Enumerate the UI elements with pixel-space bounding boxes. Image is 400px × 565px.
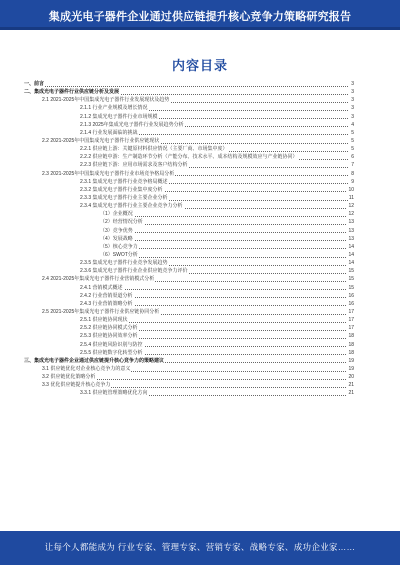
toc-page-number: 13 (348, 227, 354, 234)
toc-page-number: 3 (351, 105, 354, 112)
toc-entry[interactable] (24, 194, 354, 202)
toc-entry[interactable] (24, 113, 354, 121)
toc-entry[interactable] (24, 284, 354, 292)
toc-entry[interactable] (24, 349, 354, 357)
toc-entry-text: 2.2 2021-2025年中国集成光电子器件行业供应链现状 (42, 137, 160, 144)
toc-entry-text: 2.3.1 集成光电子器件行业竞争格局概述 (80, 178, 168, 185)
toc-page-number: 3 (351, 97, 354, 104)
toc-entry[interactable] (24, 292, 354, 300)
toc-entry[interactable] (24, 104, 354, 112)
toc-entry-text: 3.3 优化供应链提升核心竞争力 (42, 382, 111, 389)
toc-entry[interactable] (24, 308, 354, 316)
toc-page-number: 12 (348, 211, 354, 218)
toc-entry-text: 2.3.3 集成光电子器件行业主要企业分析 (80, 194, 168, 201)
toc-entry[interactable] (24, 153, 354, 161)
toc-page-number: 3 (351, 81, 354, 87)
toc-entry[interactable] (24, 341, 354, 349)
toc-entry[interactable] (24, 259, 354, 267)
toc-entry-text: 2.5.5 供应链数字化转型分析 (80, 349, 143, 356)
toc-entry[interactable] (24, 88, 354, 96)
toc-entry-text: 2.3 2021-2025年中国集成光电子器件行业市场竞争格局分析 (42, 170, 175, 177)
toc-entry-text: 2.3.5 集成光电子器件行业竞争发展趋势 (80, 260, 168, 267)
toc-page-number: 14 (348, 243, 354, 250)
toc-page-number: 4 (351, 121, 354, 128)
toc-entry-text: 2.3.2 集成光电子器件行业集中度分析 (80, 186, 163, 193)
toc-page-number: 15 (348, 276, 354, 283)
toc-entry[interactable] (24, 267, 354, 275)
toc-page-number: 17 (348, 308, 354, 315)
toc-entry-text: 3.3.1 供应链管理策略优化方向 (80, 390, 148, 397)
toc-page-number: 5 (351, 137, 354, 144)
toc-page-number: 17 (348, 325, 354, 332)
toc-page-number: 6 (351, 154, 354, 161)
toc-entry-text: （5）核心竞争力 (100, 243, 138, 250)
toc-entry-text: （6）SWOT分析 (100, 251, 138, 258)
toc-entry[interactable] (24, 227, 354, 235)
toc-entry[interactable] (24, 80, 354, 88)
toc-entry[interactable] (24, 96, 354, 104)
toc-page-number: 5 (351, 129, 354, 136)
toc-entry-text: 2.4.1 营销模式概述 (80, 284, 123, 291)
toc-entry[interactable] (24, 316, 354, 324)
toc-entry-text: 2.1.4 行业发展面临的挑战 (80, 129, 138, 136)
toc-entry[interactable] (24, 145, 354, 153)
toc-entry-text: 2.1.3 2025年集成光电子器件行业发展趋势分析 (80, 121, 184, 128)
toc-page-number: 18 (348, 349, 354, 356)
toc-entry-text: 三、集成光电子器件企业通过供应链提升核心竞争力的策略建议 (24, 357, 165, 364)
toc-entry-text: 2.5.1 供应链协同现状 (80, 317, 128, 324)
toc-entry-text: 2.4.3 行业营销策略分析 (80, 300, 133, 307)
toc-entry[interactable] (24, 161, 354, 169)
toc-entry-text: 2.4 2021-2025年集成光电子器件行业营销模式分析 (42, 276, 155, 283)
toc-entry[interactable] (24, 300, 354, 308)
header-bar (0, 0, 400, 30)
toc-entry-text: （2）经营情况分析 (100, 219, 143, 226)
toc-entry[interactable] (24, 210, 354, 218)
toc-entry-text: 2.2.2 供应链中游：生产制造环节分析（产能分布、技术水平、成本结构及规模效应与产业链协同） (80, 154, 298, 161)
footer-slogan: 让每个人都能成为 行业专家、管理专家、营销专家、战略专家、成功企业家…… (44, 542, 356, 552)
toc-entry-text: 一、前言 (24, 81, 45, 87)
toc-entry[interactable] (24, 218, 354, 226)
toc-page-number: 17 (348, 317, 354, 324)
toc-page-number: 15 (348, 268, 354, 275)
toc-entry-text: 2.1.1 行业产业规模及增长情况 (80, 105, 148, 112)
toc-entry-text: 2.5.4 供应链风险识别与防控 (80, 341, 143, 348)
toc-page-number: 14 (348, 251, 354, 258)
toc-page-number: 18 (348, 341, 354, 348)
toc-page-number: 13 (348, 219, 354, 226)
toc-entry[interactable] (24, 373, 354, 381)
toc-page-number: 7 (351, 162, 354, 169)
table-of-contents (24, 80, 354, 397)
toc-entry[interactable] (24, 178, 354, 186)
toc-entry-text: 2.3.4 集成光电子器件行业主要企业竞争力分析 (80, 203, 183, 210)
toc-entry[interactable] (24, 243, 354, 251)
toc-page-number: 9 (351, 178, 354, 185)
toc-page-number: 13 (348, 235, 354, 242)
toc-entry-text: 2.1 2021-2025年中国集成光电子器件行业发展现状及趋势 (42, 97, 170, 104)
toc-entry[interactable] (24, 170, 354, 178)
toc-entry[interactable] (24, 129, 354, 137)
dot-leader (100, 232, 348, 233)
toc-page-number: 19 (348, 365, 354, 372)
toc-entry[interactable] (24, 235, 354, 243)
toc-entry[interactable] (24, 202, 354, 210)
toc-entry-text: 2.5.2 供应链协同模式分析 (80, 325, 138, 332)
toc-entry-text: （1）企业概况 (100, 211, 133, 218)
toc-page-number: 14 (348, 260, 354, 267)
toc-entry[interactable] (24, 324, 354, 332)
footer-bar (0, 531, 400, 565)
toc-page-number: 18 (348, 333, 354, 340)
toc-page-number: 5 (351, 146, 354, 153)
toc-page-number: 8 (351, 170, 354, 177)
toc-entry[interactable] (24, 332, 354, 340)
dot-leader (24, 86, 348, 87)
toc-entry[interactable] (24, 389, 354, 397)
toc-page-number: 10 (348, 186, 354, 193)
toc-entry-text: 2.2.3 供应链下游：应用市场需求及客户结构分析 (80, 162, 188, 169)
toc-page-number: 21 (348, 390, 354, 397)
dot-leader (100, 240, 348, 241)
dot-leader (100, 216, 348, 217)
toc-entry-text: 2.3.6 集成光电子器件行业企业供应链竞争力评价 (80, 268, 188, 275)
toc-entry-text: （4）发展战略 (100, 235, 133, 242)
toc-page-number: 3 (351, 89, 354, 96)
toc-entry[interactable] (24, 275, 354, 283)
toc-page-number: 20 (348, 374, 354, 381)
toc-entry-text: 2.5.3 供应链协同效率分析 (80, 333, 138, 340)
toc-page-number: 15 (348, 284, 354, 291)
toc-entry[interactable] (24, 121, 354, 129)
toc-page-number: 11 (348, 194, 354, 201)
report-title: 集成光电子器件企业通过供应链提升核心竞争力策略研究报告 (48, 11, 352, 23)
toc-entry-text: 2.5 2021-2025年集成光电子器件行业供应链协同分析 (42, 308, 160, 315)
toc-page-number: 16 (348, 292, 354, 299)
toc-entry[interactable] (24, 357, 354, 365)
toc-page-number: 16 (348, 300, 354, 307)
toc-entry[interactable] (24, 381, 354, 389)
toc-entry-text: 2.1.2 集成光电子器件行业市场规模 (80, 113, 158, 120)
toc-entry-text: 3.1 供应链优化对企业核心竞争力的意义 (42, 365, 131, 372)
toc-page-number: 21 (348, 382, 354, 389)
toc-entry[interactable] (24, 137, 354, 145)
toc-entry[interactable] (24, 251, 354, 259)
toc-entry-text: 3.2 供应链优化策略分析 (42, 374, 96, 381)
toc-page-number: 19 (348, 357, 354, 364)
toc-page-number: 12 (348, 203, 354, 210)
toc-entry[interactable] (24, 365, 354, 373)
toc-entry-text: 2.2.1 供应链上游：关键原材料供应情况（主要厂商、市场集中度） (80, 146, 228, 153)
toc-entry-text: 2.4.2 行业营销渠道分析 (80, 292, 133, 299)
toc-title: 内容目录 (171, 58, 228, 73)
toc-entry-text: （3）竞争优势 (100, 227, 133, 234)
toc-entry-text: 二、集成光电子器件行业供应链分析及发展 (24, 89, 120, 96)
toc-page-number: 3 (351, 113, 354, 120)
toc-entry[interactable] (24, 186, 354, 194)
